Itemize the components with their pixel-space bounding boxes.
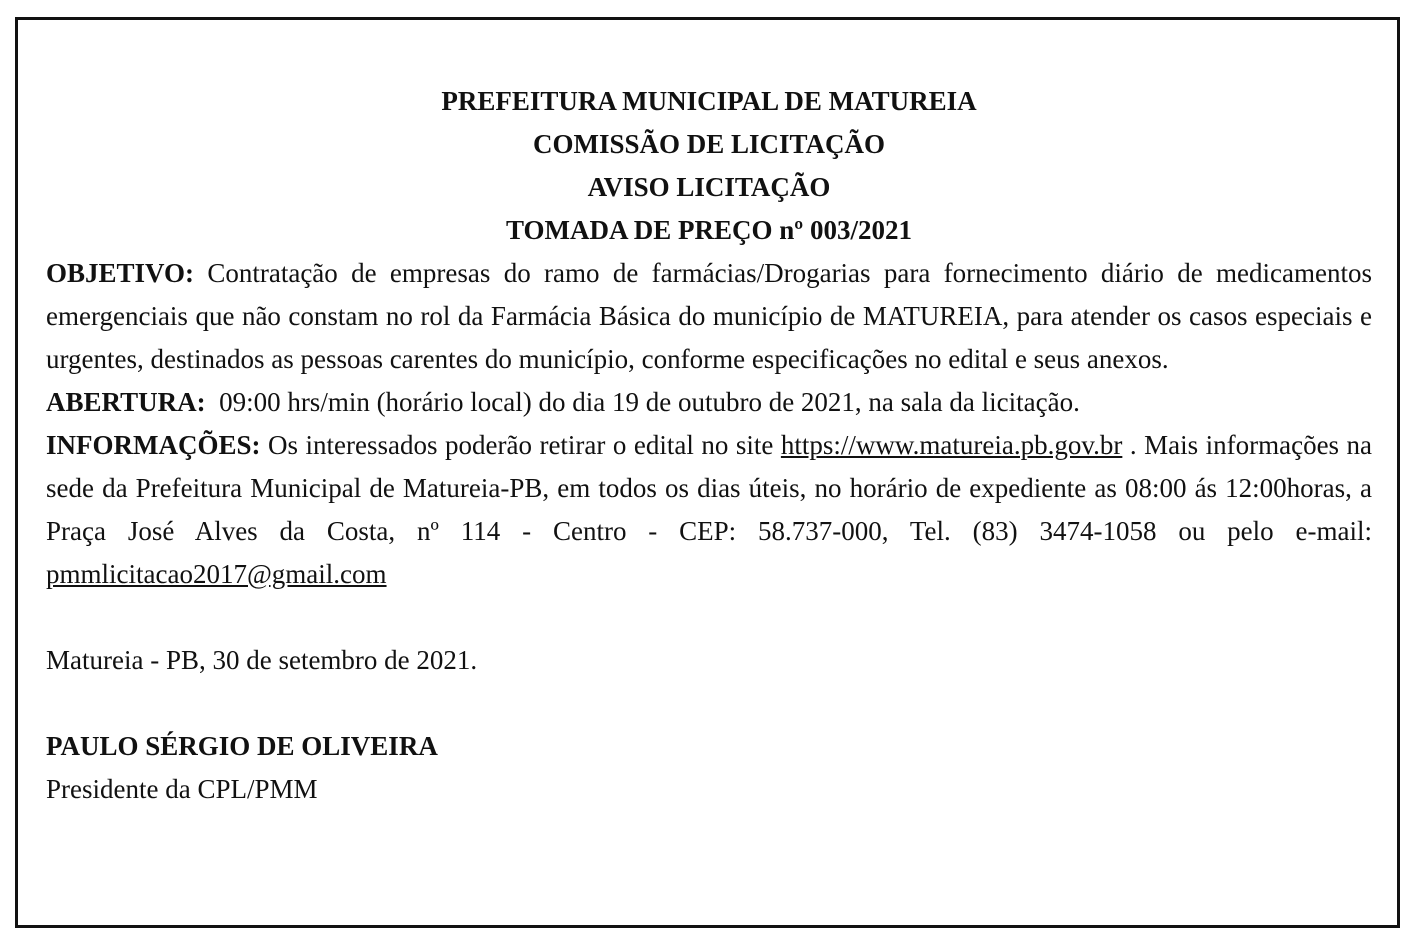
informacoes-label: INFORMAÇÕES: xyxy=(46,430,261,460)
email-link[interactable]: pmmlicitacao2017@gmail.com xyxy=(46,559,387,589)
notice-content xyxy=(46,80,1372,811)
spacer xyxy=(46,596,1372,639)
objetivo-paragraph xyxy=(46,252,1372,381)
municipality-title: PREFEITURA MUNICIPAL DE MATUREIA xyxy=(441,86,977,116)
place-date: Matureia - PB, 30 de setembro de 2021. xyxy=(46,645,478,675)
abertura-text: 09:00 hrs/min (horário local) do dia 19 de outubro de 2021, na sala da licitação. xyxy=(219,387,1080,417)
tender-number-title: TOMADA DE PREÇO nº 003/2021 xyxy=(506,215,912,245)
spacer xyxy=(46,682,1372,725)
informacoes-paragraph xyxy=(46,424,1372,596)
site-link[interactable]: https://www.matureia.pb.gov.br xyxy=(780,430,1123,460)
notice-type-title: AVISO LICITAÇÃO xyxy=(587,172,831,202)
commission-title: COMISSÃO DE LICITAÇÃO xyxy=(532,129,886,159)
objetivo-text: Contratação de empresas do ramo de farmácias/Drogarias para fornecimento diário de medicamentos emergenciais que não constam no rol da Farmácia Básica do município de MATUREIA, para atender os casos especiais e urgentes, destinados as pessoas carentes do município, conforme especificações no edital e seus anexos. xyxy=(46,258,1373,374)
abertura-label: ABERTURA: xyxy=(46,387,206,417)
objetivo-label: OBJETIVO: xyxy=(46,258,194,288)
abertura-paragraph xyxy=(46,381,1372,424)
informacoes-text-before-link: Os interessados poderão retirar o edital no site xyxy=(268,430,774,460)
signatory-role: Presidente da CPL/PMM xyxy=(46,774,318,804)
informacoes-text-after-link: . Mais informações na sede da Prefeitura Municipal de Matureia-PB, em todos os dias úteis, no horário de expediente as 08:00 ás 12:00horas, a Praça José Alves da Costa, nº 114 - Centro - CEP: 58.737-000, Tel. (83) 3474-1058 ou pelo e-mail: xyxy=(46,430,1373,546)
signatory-name: PAULO SÉRGIO DE OLIVEIRA xyxy=(46,731,438,761)
